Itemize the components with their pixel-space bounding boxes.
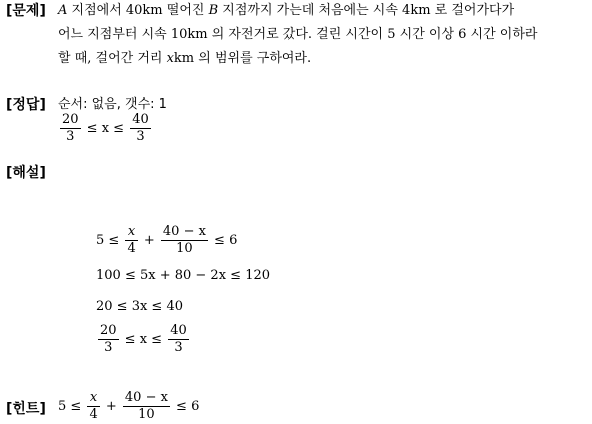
hint-fraction-1-den: 4 [89,407,98,422]
step-1-fraction-2 [161,224,208,257]
answer-fraction-1 [60,112,81,145]
step-4-fraction-1-num: 20 [100,323,117,338]
step-1-fraction-1 [125,224,137,257]
step-4-fraction-1-den: 3 [104,340,113,355]
step-1-fraction-1-num: x [125,224,137,241]
hint-fraction-1-num: x [87,390,99,407]
hint-right: ≤ 6 [171,399,200,414]
solution-step-4 [96,323,191,356]
answer-fraction-1-num: 20 [62,112,79,127]
problem-line-2: 어느 지점부터 시속 10km 의 자전거로 갔다. 걸린 시간이 5 시간 이상 6 시간 이하라 [58,27,538,42]
problem-label: [문제] [6,3,46,19]
point-a: A [58,3,68,18]
step-1-fraction-1-den: 4 [127,241,136,256]
answer-fraction-2-den: 3 [136,129,145,144]
answer-order-count: 순서: 없음, 갯수: 1 [58,97,167,112]
variable-x: x [166,51,174,66]
hint-fraction-2-num: 40 − x [124,390,168,405]
problem-line-1-text-a: 지점에서 40km 떨어진 [67,3,209,18]
step-4-fraction-1 [98,323,119,356]
solution-step-2: 100 ≤ 5x + 80 − 2x ≤ 120 [96,268,271,283]
hint-fraction-2 [123,390,170,423]
step-1-fraction-2-den: 10 [176,241,193,256]
step-1-left: 5 ≤ [96,233,124,248]
answer-fraction-2-num: 40 [132,112,149,127]
step-1-fraction-2-num: 40 − x [162,224,206,239]
answer-formula [58,112,153,145]
problem-line-3-text-a: 할 때, 걸어간 거리 [58,51,167,66]
hint-formula [58,390,199,423]
hint-fraction-1 [87,390,99,423]
answer-fraction-2 [130,112,151,145]
answer-middle: ≤ x ≤ [82,121,129,136]
point-b: B [208,3,219,18]
problem-line-1 [58,2,514,20]
step-4-fraction-2 [168,323,189,356]
step-4-middle: ≤ x ≤ [120,332,167,347]
solution-step-3: 20 ≤ 3x ≤ 40 [96,299,184,314]
step-1-plus: + [139,233,159,248]
explanation-label: [해설] [6,165,46,181]
problem-line-1-text-b: 지점까지 가는데 처음에는 시속 4km 로 걸어가다가 [218,3,515,18]
hint-label: [힌트] [6,401,46,417]
problem-line-3 [58,50,311,68]
hint-plus: + [101,399,121,414]
step-1-right: ≤ 6 [209,233,238,248]
answer-label: [정답] [6,97,46,113]
problem-line-3-text-b: km 의 범위를 구하여라. [173,51,312,66]
hint-left: 5 ≤ [58,399,86,414]
hint-fraction-2-den: 10 [138,407,155,422]
step-4-fraction-2-num: 40 [170,323,187,338]
step-4-fraction-2-den: 3 [174,340,183,355]
solution-step-1 [96,224,237,257]
answer-fraction-1-den: 3 [66,129,75,144]
